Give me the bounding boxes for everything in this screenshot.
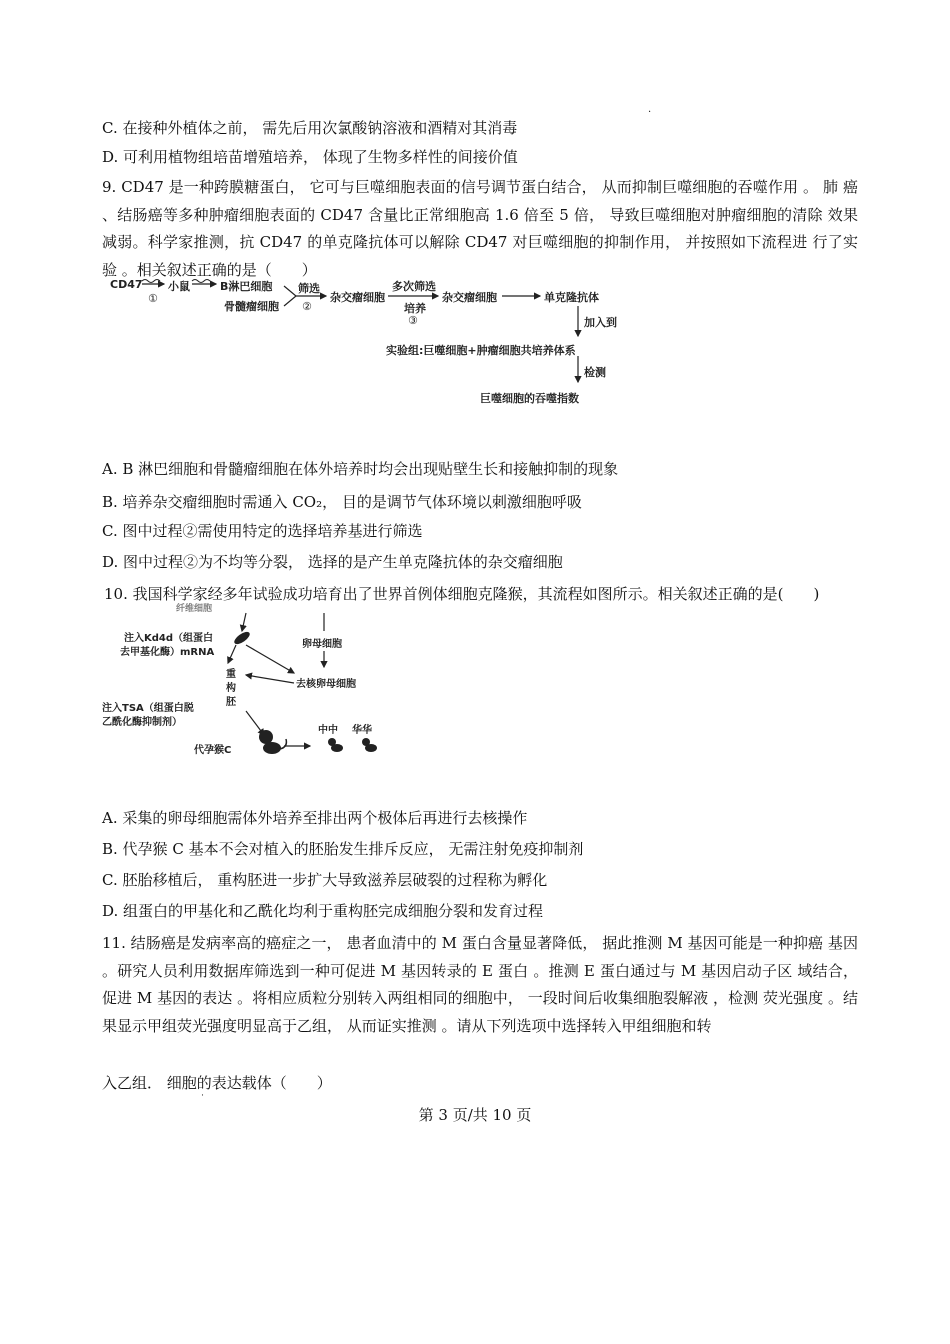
step2-label: ② — [302, 300, 312, 313]
add-to-label: 加入到 — [584, 316, 617, 329]
q10-cloning-diagram — [96, 603, 396, 763]
monkey-huahua-icon — [362, 738, 377, 752]
q10-option-c: C. 胚胎移植后， 重构胚进一步扩大导致滋养层破裂的过程称为孵化 — [102, 871, 548, 889]
q10-stem: 10. 我国科学家经多年试验成功培育出了世界首例体细胞克隆猴，其流程如图所示。相关叙述正确的是( ) — [104, 585, 820, 603]
stray-mark: ˙ — [200, 1094, 205, 1105]
inject-tsa-label-2: 乙酰化酶抑制剂） — [102, 717, 182, 728]
step3-label: ③ — [408, 314, 418, 327]
multi-screen-label: 多次筛选 — [392, 280, 436, 293]
page-number-footer: 第 3 页/共 10 页 — [418, 1106, 532, 1124]
stray-dot: . — [648, 104, 652, 115]
myeloma-label: 骨髓瘤细胞 — [224, 300, 279, 313]
reconstructed-label-2: 构 — [226, 683, 236, 694]
oocyte-label: 卵母细胞 — [302, 639, 342, 650]
fiber-cell-label: 纤维细胞 — [176, 604, 213, 614]
hybrid-label-2: 杂交瘤细胞 — [442, 291, 497, 304]
monkey-c-icon — [259, 730, 286, 754]
q10-option-b: B. 代孕猴 C 基本不会对植入的胚胎发生排斥反应， 无需注射免疫抑制剂 — [102, 840, 584, 858]
screen-label: 筛选 — [298, 282, 320, 295]
b-cell-label: B淋巴细胞 — [220, 280, 273, 293]
inject-kd4d-label-2: 去甲基化酶）mRNA — [120, 647, 215, 658]
inject-kd4d-label-1: 注入Kd4d（组蛋白 — [124, 633, 214, 644]
q8-option-c: C. 在接种外植体之前， 需先后用次氯酸钠溶液和酒精对其消毒 — [102, 119, 518, 137]
reconstructed-label-1: 重 — [226, 669, 236, 680]
phagocytic-index-label: 巨噬细胞的吞噬指数 — [480, 392, 579, 405]
cd47-label: CD47 — [110, 278, 143, 291]
antibody-label: 单克隆抗体 — [544, 291, 599, 304]
detect-label: 检测 — [584, 366, 606, 379]
mouse-label: 小鼠 — [168, 280, 190, 293]
q9-stem: 9. CD47 是一种跨膜糖蛋白， 它可与巨噬细胞表面的信号调节蛋白结合， 从而抑制巨噬细胞的吞噬作用 。 肺 癌 、结肠癌等多种肿瘤细胞表面的 CD47 含量比正常细胞高 1.6 倍至 5 倍， 导致巨噬细胞对肿瘤细胞的清除 效果减弱。科学家推测，抗 CD47 的单克隆抗体可以解除 CD47 对巨噬细胞的抑制作用， 并按照如下流程进 行了实验 。相关叙述正确的是（ ） — [102, 178, 858, 279]
q10-option-d: D. 组蛋白的甲基化和乙酰化均利于重构胚完成细胞分裂和发育过程 — [102, 902, 544, 920]
huahua-label: 华华 — [352, 725, 372, 736]
enucleated-oocyte-label: 去核卵母细胞 — [296, 679, 356, 690]
q9-option-d: D. 图中过程②为不均等分裂， 选择的是产生单克隆抗体的杂交瘤细胞 — [102, 553, 563, 571]
experiment-label: 实验组:巨噬细胞+肿瘤细胞共培养体系 — [386, 344, 576, 357]
step1-label: ① — [148, 292, 158, 305]
reconstructed-label-3: 胚 — [226, 697, 236, 708]
zhongzhong-label: 中中 — [318, 725, 338, 736]
inject-tsa-label-1: 注入TSA（组蛋白脱 — [102, 703, 194, 714]
surrogate-monkey-label: 代孕猴C — [194, 745, 232, 756]
monkey-zhongzhong-icon — [328, 738, 343, 752]
q9-option-c: C. 图中过程②需使用特定的选择培养基进行筛选 — [102, 522, 423, 540]
q9-flow-diagram — [108, 274, 617, 409]
q10-option-a: A. 采集的卵母细胞需体外培养至排出两个极体后再进行去核操作 — [102, 809, 528, 827]
hybrid-label-1: 杂交瘤细胞 — [330, 291, 385, 304]
culture-label: 培养 — [404, 302, 426, 315]
q9-option-a: A. B 淋巴细胞和骨髓瘤细胞在体外培养时均会出现贴壁生长和接触抑制的现象 — [102, 460, 619, 478]
q8-option-d: D. 可利用植物组培苗增殖培养， 体现了生物多样性的间接价值 — [102, 148, 518, 166]
q11-stem: 11. 结肠癌是发病率高的癌症之一， 患者血清中的 M 蛋白含量显著降低， 据此推测 M 基因可能是一种抑癌 基因 。研究人员利用数据库筛选到一种可促进 M 基因转录的 E 蛋白 。推测 E 蛋白通过与 M 基因启动子区 域结合，促进 M 基因的表达 。将相应质粒分别转入两组相同的细胞中， 一段时间后收集细胞裂解液 ，检测 荧光强度 。结果显示甲组荧光强度明显高于乙组， 从而证实推测 。请从下列选项中选择转入甲组细胞和转 — [102, 934, 858, 1035]
q9-option-b: B. 培养杂交瘤细胞时需通入 CO₂， 目的是调节气体环境以刺激细胞呼吸 — [102, 493, 582, 511]
q11-stem-tail: 入乙组． 细胞的表达载体（ ） — [102, 1074, 332, 1092]
